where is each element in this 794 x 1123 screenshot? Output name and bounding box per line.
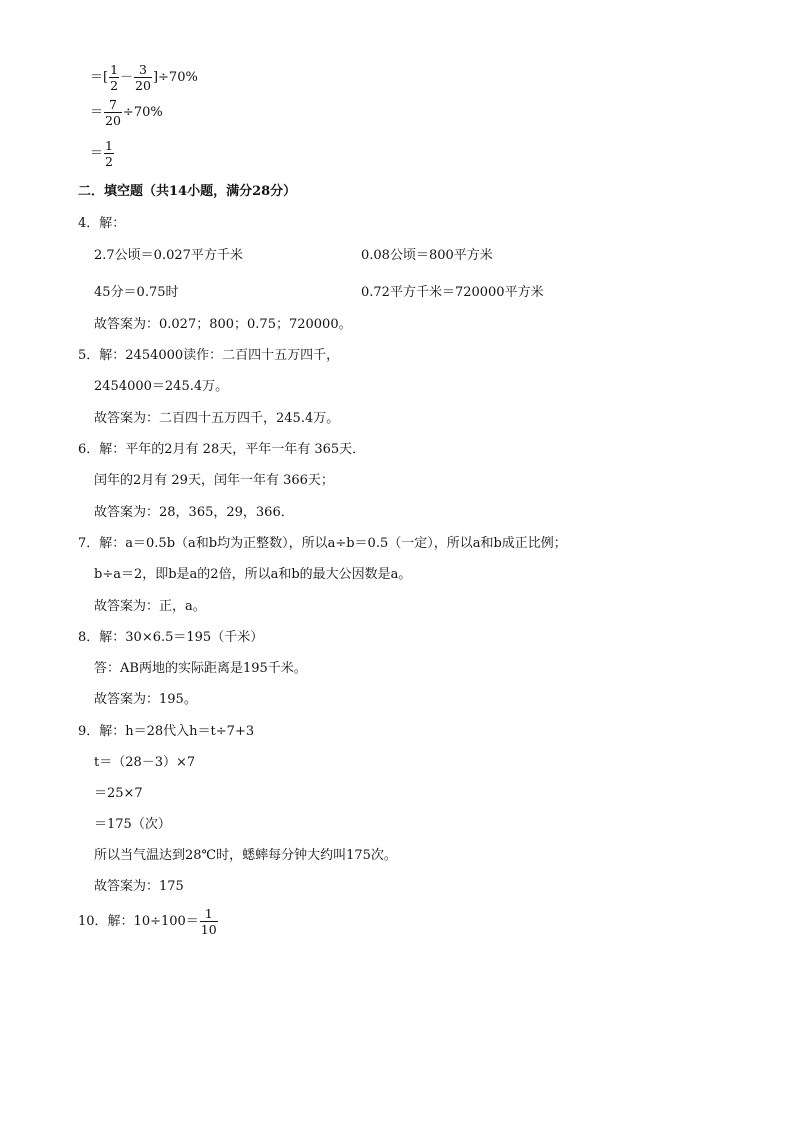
q9-line-2: t＝（28－3）×7 (94, 755, 196, 770)
q5-heading: 5．解：2454000读作：二百四十五万四千， (78, 348, 340, 363)
q4-item-d: 0.72平方千米＝720000平方米 (361, 285, 544, 300)
fraction-3-20: $\frac{3}{20}$ (135, 62, 151, 93)
q10-heading: 10．解：10÷100＝ $\frac{1}{10}$ (78, 906, 217, 937)
q4-item-b: 0.08公顷＝800平方米 (361, 248, 493, 263)
q9-answer: 故答案为：175 (94, 879, 184, 894)
q4-heading: 4．解： (78, 216, 126, 231)
q5-line-2: 2454000＝245.4万。 (94, 379, 229, 394)
q6-line-2: 闰年的2月有 29天，闰年一年有 366天； (94, 473, 334, 488)
fraction-1-2: $\frac{1}{2}$ (110, 62, 119, 93)
q4-item-a: 2.7公顷＝0.027平方千米 (94, 248, 243, 263)
fraction-1-10: $\frac{1}{10}$ (200, 906, 217, 937)
q4-item-c: 45分＝0.75时 (94, 285, 179, 300)
q8-line-2: 答：AB两地的实际距离是195千米。 (94, 661, 307, 676)
calc-step-1: ＝[ $\frac{1}{2}$ － $\frac{3}{20}$ ]÷70% (90, 62, 198, 93)
q4-answer: 故答案为：0.027；800；0.75；720000。 (94, 317, 352, 332)
q8-answer: 故答案为：195。 (94, 692, 197, 707)
q5-answer: 故答案为：二百四十五万四千，245.4万。 (94, 411, 340, 426)
calc-step-2: ＝ $\frac{7}{20}$ ÷70% (90, 97, 163, 128)
fraction-1-2-result: $\frac{1}{2}$ (105, 138, 113, 169)
q8-heading: 8．解：30×6.5＝195（千米） (78, 630, 264, 645)
q9-line-5: 所以当气温达到28℃时，蟋蟀每分钟大约叫175次。 (94, 848, 397, 863)
q7-line-2: b÷a＝2，即b是a的2倍，所以a和b的最大公因数是a。 (94, 567, 412, 582)
q9-line-3: ＝25×7 (94, 786, 143, 801)
fraction-7-20: $\frac{7}{20}$ (105, 97, 121, 128)
q6-answer: 故答案为：28，365，29，366． (94, 505, 294, 520)
q7-heading: 7．解：a＝0.5b（a和b均为正整数），所以a÷b＝0.5（一定），所以a和b成正比例； (78, 536, 567, 551)
calc-step-3: ＝ $\frac{1}{2}$ (90, 138, 113, 169)
q9-line-4: ＝175（次） (94, 817, 171, 832)
q9-heading: 9．解：h＝28代入h＝t÷7+3 (78, 724, 255, 739)
q6-heading: 6．解：平年的2月有 28天，平年一年有 365天． (78, 442, 366, 457)
section-heading: 二．填空题（共14小题，满分28分） (78, 184, 297, 199)
q7-answer: 故答案为：正，a。 (94, 599, 206, 614)
